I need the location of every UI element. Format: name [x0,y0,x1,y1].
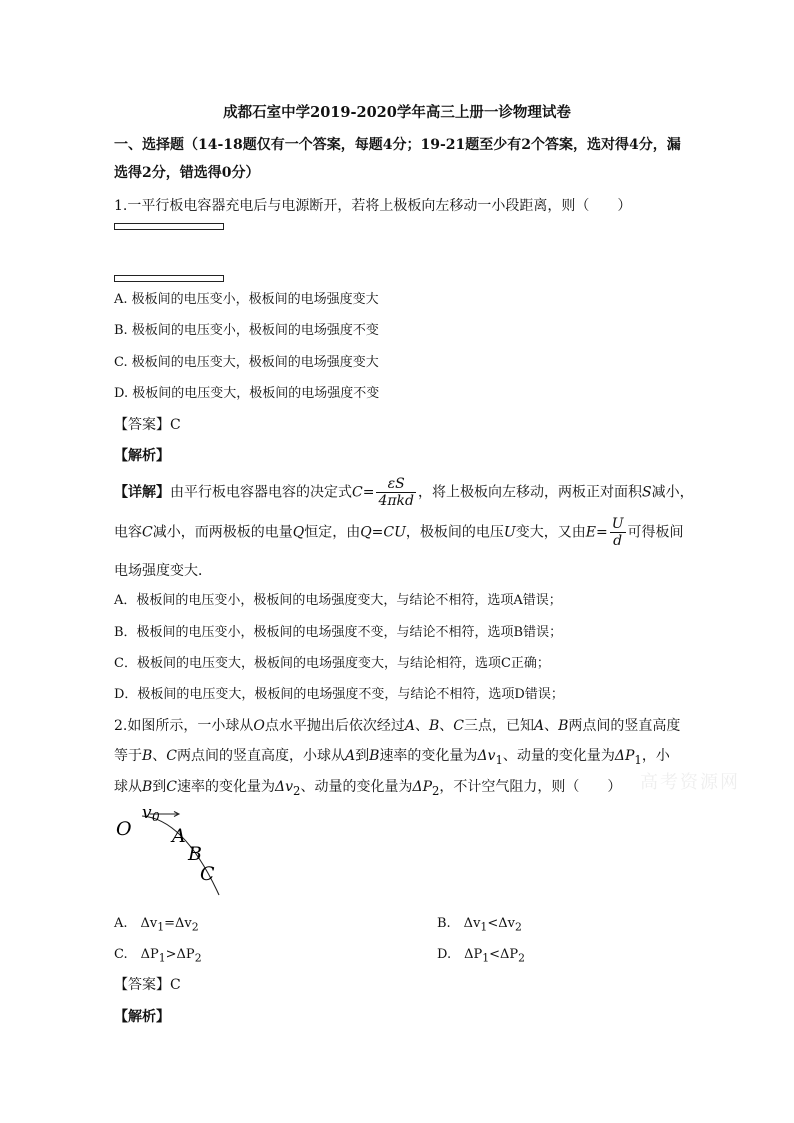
var-o: O [253,718,265,734]
formula-c-lhs: C= [352,484,375,501]
q1-explanation-a: A．极板间的电压变小，极板间的电场强度变大，与结论不相符，选项A错误； [114,593,562,608]
stem-text: 、 [439,718,454,734]
stem-text: 三点，已知 [463,718,534,734]
q2-stem-line3 [114,778,684,800]
section-header-cont: 选得2分，错选得0分） [114,165,260,181]
option-text: <Δv [487,916,515,931]
label-o: O [116,818,132,840]
q2-option-d [437,946,525,968]
subscript: 2 [514,920,522,934]
var-u: U [503,524,516,541]
q2-option-b [437,915,522,937]
detail-text: 减小，而两极板的电量 [152,524,293,541]
stem-text: ，不计空气阻力，则（ ） [439,779,622,795]
subscript: 1 [482,951,490,965]
section-header [114,136,684,154]
stem-text: 球从 [114,779,142,795]
stem-text: 速率的变化量为 [177,779,276,795]
stem-text: 到 [355,748,370,764]
projectile-diagram [112,802,236,902]
detail-tag: 【详解】 [114,484,170,501]
option-text: <ΔP [489,947,519,962]
q1-option-c: C. 极板间的电压变大，极板间的电场强度变大 [114,355,379,370]
subscript: 1 [495,752,503,767]
stem-text: 、 [414,718,429,734]
detail-text: 可得板间 [627,524,684,541]
q1-answer: 【答案】C [114,417,181,433]
option-text: C. ΔP [114,947,159,962]
watermark: 高考资源网 [640,772,740,793]
option-text: D. ΔP [437,947,483,962]
detail-text: 恒定，由 [304,524,361,541]
stem-text: 速率的变化量为 [379,748,478,764]
q1-stem: 1.一平行板电容器充电后与电源断开，若将上极板向左移动一小段距离，则（ ） [114,198,632,214]
var-b: B [142,779,153,795]
q1-detail-line2 [114,516,684,549]
subscript: 2 [293,783,301,798]
delta-p1: ΔP [614,748,635,764]
detail-text: 电容 [114,524,142,541]
var-c: C [166,779,178,795]
q1-option-d: D. 极板间的电压变大，极板间的电场强度不变 [114,386,380,401]
var-c: C [166,748,178,764]
equation-q-cu: Q=CU [360,524,406,541]
q2-options-row2 [114,946,684,968]
section-header-line1: 一、选择题（14-18题仅有一个答案，每题4分；19-21题至少有2个答案，选对得4分，漏 [114,137,681,153]
detail-text: ，将上极板向左移动，两板正对面积 [418,484,643,501]
q2-options-row1 [114,915,684,937]
q2-answer: 【答案】C [114,977,181,993]
q2-option-c [114,947,202,965]
subscript: 1 [158,951,166,965]
formula-e-lhs: E= [585,524,608,541]
q1-option-a: A. 极板间的电压变小，极板间的电场强度变大 [114,292,379,307]
detail-text: ，极板间的电压 [405,524,504,541]
detail-text: 减小， [651,484,694,501]
q2-analysis-label: 【解析】 [114,1009,170,1025]
q1-detail-line1 [114,476,694,509]
stem-text: 、 [544,718,559,734]
delta-v2: Δv [275,779,294,795]
label-c: C [200,863,215,885]
stem-text: 2.如图所示，一小球从 [114,718,254,734]
q1-explanation-b: B．极板间的电压变小，极板间的电场强度不变，与结论不相符，选项B错误； [114,625,563,640]
label-v-sub: 0 [152,810,160,824]
q2-stem-line2 [114,747,684,769]
detail-text: 变大，又由 [515,524,586,541]
q1-detail-line3: 电场强度变大． [114,563,212,579]
q2-stem-line1 [114,717,684,735]
stem-text: 、动量的变化量为 [300,779,413,795]
stem-text: 、 [152,748,167,764]
subscript: 1 [157,920,165,934]
q2-option-a [114,916,199,934]
subscript: 2 [194,951,202,965]
stem-text: 点水平抛出后依次经过 [264,718,405,734]
capacitor-upper-plate [114,223,224,230]
var-b: B [428,718,440,734]
var-a: A [404,718,415,734]
option-text: =Δv [164,916,192,931]
stem-text: 两点间的竖直高度，小球从 [177,748,346,764]
page-title: 成都石室中学2019-2020学年高三上册一诊物理试卷 [223,104,571,121]
var-a: A [533,718,545,734]
option-text: A. Δv [114,916,158,931]
var-b: B [369,748,380,764]
subscript: 2 [518,951,526,965]
q1-analysis-label: 【解析】 [114,448,170,464]
label-b: B [188,843,202,865]
stem-text: 、动量的变化量为 [502,748,615,764]
q1-explanation-c: C．极板间的电压变大，极板间的电场强度变大，与结论相符，选项C正确； [114,656,550,671]
subscript: 1 [634,752,642,767]
subscript: 1 [480,920,488,934]
subscript: 2 [191,920,199,934]
capacitance-formula [376,476,416,509]
formula-denominator: d [613,533,623,549]
var-a: A [345,748,356,764]
stem-text: 等于 [114,748,142,764]
formula-numerator: U [611,516,624,532]
var-c: C [142,524,153,541]
label-v: v [142,803,152,823]
var-b: B [142,748,153,764]
var-c: C [453,718,464,734]
option-text: B. Δv [437,916,481,931]
field-formula [610,516,626,549]
formula-numerator: εS [376,476,416,493]
delta-v1: Δv [477,748,496,764]
formula-denominator: 4πkd [378,493,415,509]
capacitor-lower-plate [114,275,224,282]
q1-option-b: B. 极板间的电压变小，极板间的电场强度不变 [114,323,379,338]
var-q: Q [292,524,305,541]
label-a: A [172,825,186,847]
q1-explanation-d: D．极板间的电压变大，极板间的电场强度不变，与结论不相符，选项D错误； [114,687,564,702]
option-text: >ΔP [165,947,195,962]
detail-text: 由平行板电容器电容的决定式 [170,484,352,501]
var-s: S [642,484,652,501]
delta-p2: ΔP [412,779,432,795]
stem-text: ，小 [641,748,670,764]
subscript: 2 [432,783,440,798]
stem-text: 到 [152,779,167,795]
stem-text: 两点间的竖直高度 [568,718,681,734]
var-b: B [558,718,569,734]
